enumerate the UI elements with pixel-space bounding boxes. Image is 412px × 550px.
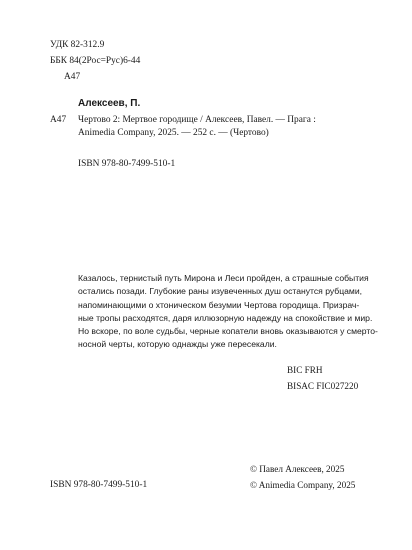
bbk-code: ББК 84(2Рос=Рус)6-44 xyxy=(50,56,141,66)
annotation-line: остались позади. Глубокие раны изувеченных душ останутся рубцами, xyxy=(78,286,363,297)
annotation-line: Но вскоре, по воле судьбы, черные копатели вновь оказываются у смерто- xyxy=(78,326,378,337)
annotation-line: носной черты, которую однажды уже пересекали. xyxy=(78,339,277,350)
footer-isbn: ISBN 978-80-7499-510-1 xyxy=(50,480,148,490)
record-isbn: ISBN 978-80-7499-510-1 xyxy=(78,159,176,169)
copyright-publisher: © Animedia Company, 2025 xyxy=(250,480,356,490)
annotation xyxy=(78,272,378,352)
author-mark-top: А47 xyxy=(64,72,81,82)
bisac-code: BISAC FIC027220 xyxy=(287,381,359,391)
record-author-mark: А47 xyxy=(50,115,67,125)
udk-code: УДК 82-312.9 xyxy=(50,40,105,50)
description-line: Чертово 2: Мертвое городище / Алексеев, Павел. — Прага : xyxy=(78,115,316,125)
bic-code: BIC FRH xyxy=(287,365,323,375)
annotation-line: ные тропы расходятся, даря иллюзорную надежду на спокойствие и мир. xyxy=(78,312,373,323)
annotation-line: Казалось, тернистый путь Мирона и Леси пройден, а страшные события xyxy=(78,273,369,283)
record-description xyxy=(78,114,360,140)
copyright-author: © Павел Алексеев, 2025 xyxy=(250,464,345,474)
description-line: Animedia Company, 2025. — 252 с. — (Чертово) xyxy=(78,128,269,138)
annotation-line: напоминающими о хтоническом безумии Чертова городища. Призрач- xyxy=(78,299,360,310)
record-author: Алексеев, П. xyxy=(78,98,141,109)
